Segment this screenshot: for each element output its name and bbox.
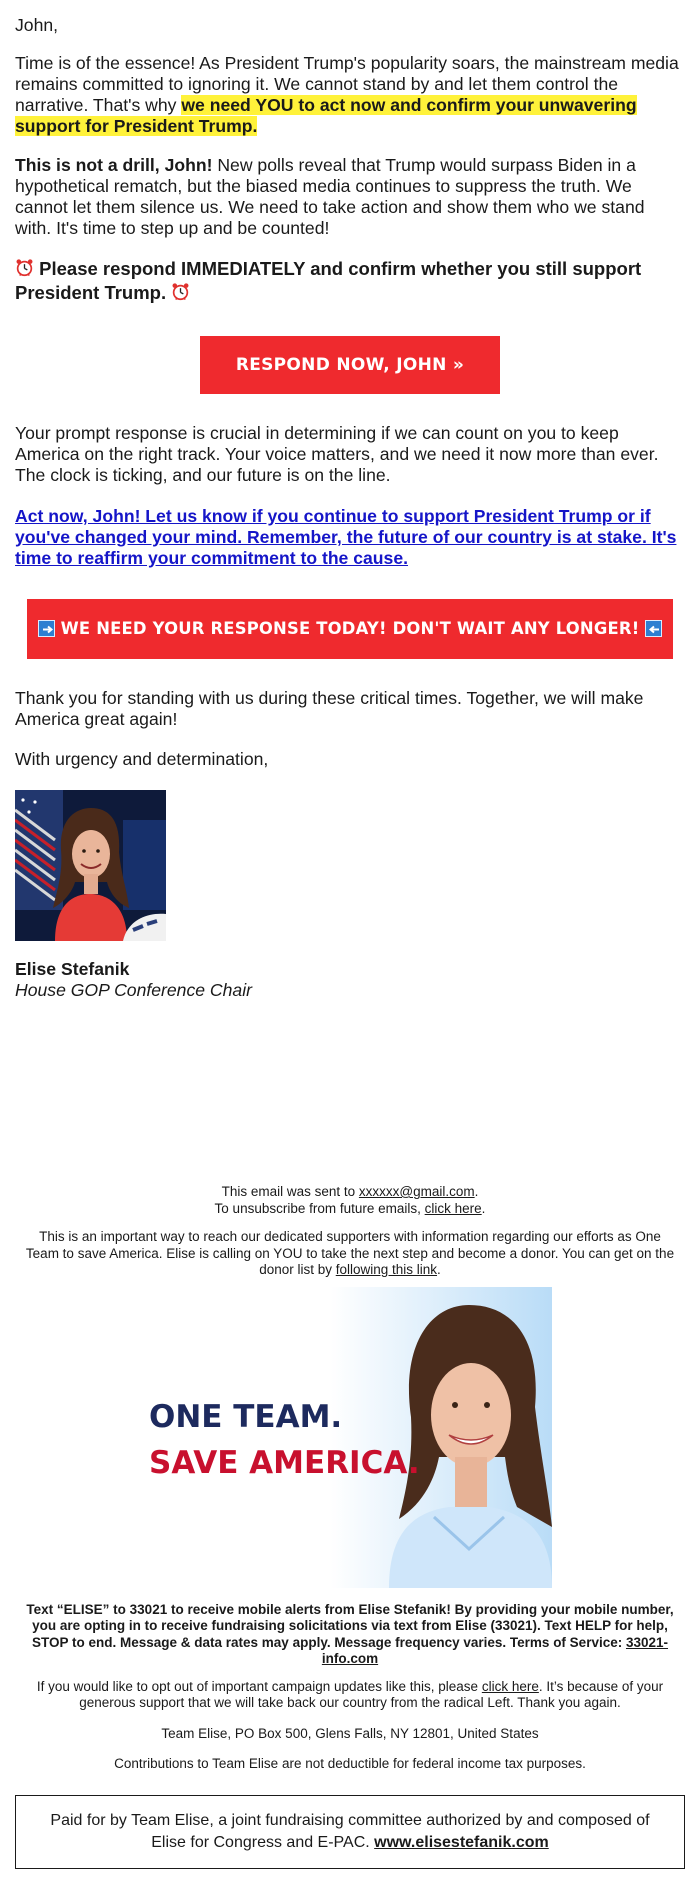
donor-text: This is an important way to reach our dedicated supporters with information regarding our efforts as One Team to save America. Elise is calling on YOU to take the next step and become a donor. You can get on the donor list by	[25, 1229, 675, 1277]
donor-suffix: .	[437, 1262, 441, 1277]
footer	[15, 1184, 685, 1773]
paragraph-2-text: New polls reveal that Trump would surpass Biden in a hypothetical rematch, but the biased media continues to suppress the truth. We cannot let them silence us. We need to take action and show them who we stand with. It's time to step up and be counted!	[15, 155, 645, 238]
mailing-address: Team Elise, PO Box 500, Glens Falls, NY 12801, United States	[161, 1725, 539, 1741]
respond-now-button[interactable]: RESPOND NOW, JOHN »	[200, 336, 500, 394]
paragraph-7: With urgency and determination,	[15, 749, 269, 769]
cta-container	[15, 336, 685, 394]
signer-title: House GOP Conference Chair	[15, 980, 252, 1000]
alarm-clock-icon	[15, 258, 34, 277]
sms-text: Text “ELISE” to 33021 to receive mobile alerts from Elise Stefanik! By providing your mobile number, you are opting in to receive fundraising solicitations via text from Elise (33021). Text HELP for help, STOP to end. Message & data rates may apply. Message frequency varies. Terms of Service:	[26, 1601, 674, 1650]
opt-out-paragraph	[15, 1679, 685, 1712]
response-today-label: WE NEED YOUR RESPONSE TODAY! DON'T WAIT ANY LONGER!	[54, 619, 646, 638]
response-today-button[interactable]	[27, 599, 673, 659]
donor-paragraph	[15, 1229, 685, 1279]
paragraph-1-text: Time is of the essence! As President Trump's popularity soars, the mainstream media remains committed to ignoring it. We cannot stand by and let them control the narrative. That's why	[15, 53, 679, 115]
paragraph-2-bold: This is not a drill, John!	[15, 155, 213, 175]
paragraph-3-text: Please respond IMMEDIATELY and confirm whether you still support President Trump.	[15, 258, 642, 303]
recipient-email-link[interactable]: xxxxxx@gmail.com	[358, 1184, 475, 1199]
sent-to-line	[15, 1184, 685, 1201]
paragraph-4: Your prompt response is crucial in determining if we can count on you to keep America on the right track. Your voice matters, and we need it now more than ever. The clock is ticking, and our future is on the line.	[15, 423, 659, 485]
greeting: John,	[15, 15, 59, 35]
sent-to-prefix: This email was sent to	[221, 1184, 359, 1199]
opt-out-suffix: . It’s because of your generous support that we will take back our country from the radical Left. Thank you again.	[79, 1678, 664, 1710]
unsubscribe-prefix: To unsubscribe from future emails,	[214, 1200, 425, 1216]
arrow-left-icon	[645, 620, 662, 637]
unsubscribe-suffix: .	[481, 1200, 486, 1216]
unsubscribe-link[interactable]: click here	[424, 1200, 482, 1216]
paragraph-1	[15, 53, 685, 137]
paragraph-2	[15, 155, 685, 239]
sent-to-suffix: .	[474, 1184, 479, 1199]
opt-out-prefix: If you would like to opt out of important campaign updates like this, please	[36, 1678, 482, 1694]
donor-list-link[interactable]: following this link	[335, 1262, 438, 1277]
signer-name: Elise Stefanik	[15, 959, 130, 979]
terms-of-service-link[interactable]: 33021-info.com	[321, 1634, 669, 1666]
banner-line-2: SAVE AMERICA.	[148, 1444, 420, 1481]
arrow-right-icon	[38, 620, 55, 637]
highlighted-text: we need YOU to act now and confirm your unwavering support for President Trump.	[15, 95, 637, 136]
paragraph-6: Thank you for standing with us during these critical times. Together, we will make America great again!	[15, 688, 644, 729]
alarm-clock-icon	[171, 282, 190, 301]
paragraph-3	[15, 257, 685, 305]
paragraph-5	[15, 506, 685, 569]
banner-line-1: ONE TEAM.	[148, 1398, 342, 1435]
one-team-banner[interactable]	[149, 1287, 552, 1588]
opt-out-link[interactable]: click here	[481, 1678, 539, 1694]
act-now-link[interactable]: Act now, John! Let us know if you continue to support President Trump or if you've changed your mind. Remember, the future of our country is at stake. It's time to reaffirm your commitment to the cause.	[15, 506, 677, 568]
website-link[interactable]: www.elisestefanik.com	[374, 1833, 549, 1851]
unsubscribe-line	[15, 1201, 685, 1218]
paid-for-text: Paid for by Team Elise, a joint fundraising committee authorized by and composed of Elise for Congress and E-PAC.	[50, 1811, 650, 1851]
signer-portrait	[15, 790, 166, 941]
paid-for-box	[15, 1795, 685, 1869]
sms-paragraph	[15, 1602, 685, 1668]
tax-disclaimer: Contributions to Team Elise are not deductible for federal income tax purposes.	[114, 1756, 586, 1771]
